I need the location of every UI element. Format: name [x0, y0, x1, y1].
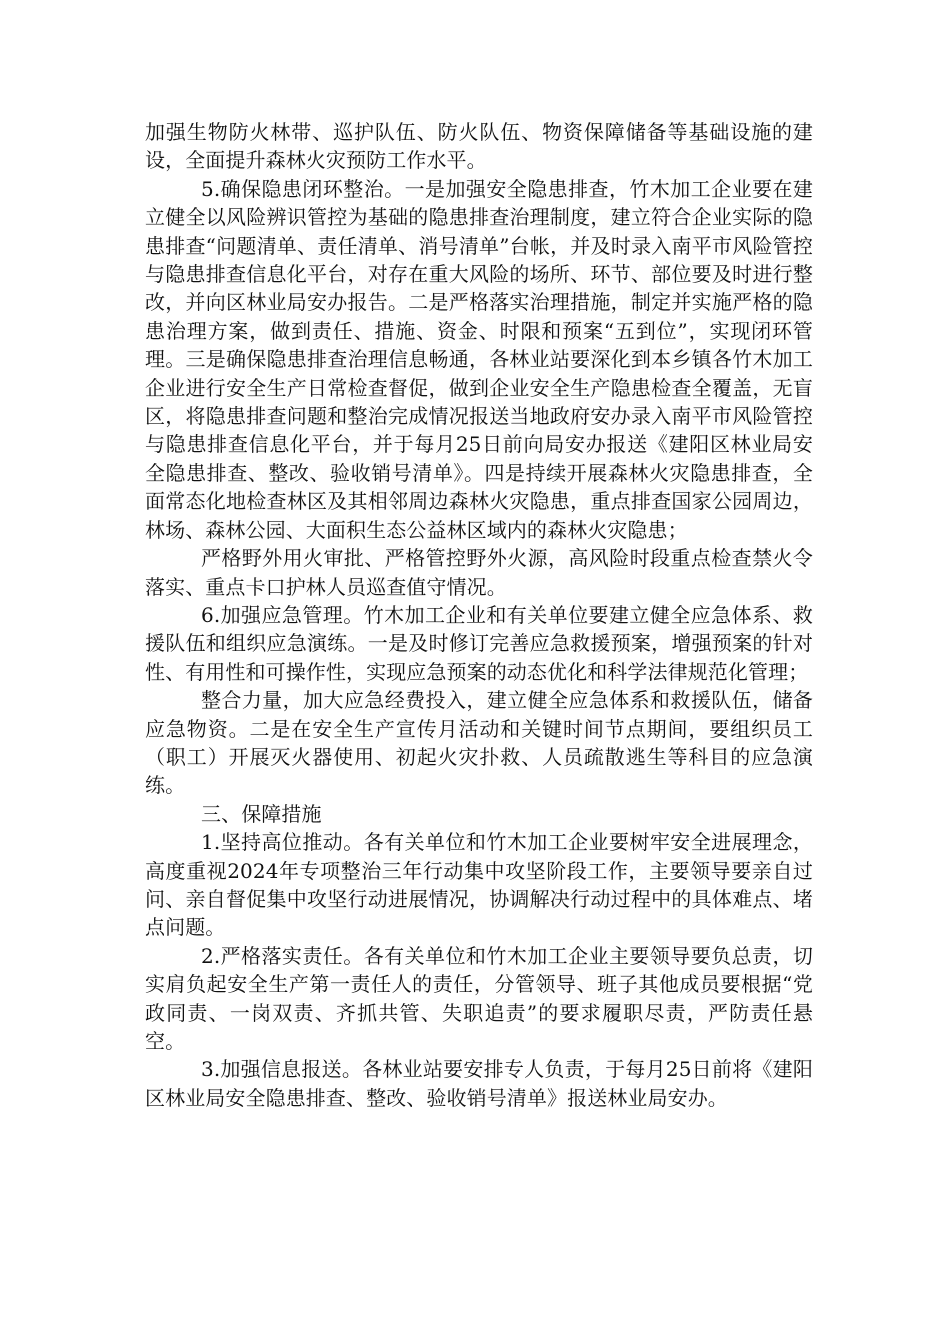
paragraph-safeguard-1: 1.坚持高位推动。各有关单位和竹木加工企业要树牢安全进展理念，高度重视2024年专项整治三年行动集中攻坚阶段工作，主要领导要亲自过问、亲自督促集中攻坚行动进展情况，协调解决行动过程中的具体难点、堵点问题。: [145, 830, 813, 940]
document-body: [145, 118, 813, 1112]
paragraph-item-5: 5.确保隐患闭环整治。一是加强安全隐患排查，竹木加工企业要在建立健全以风险辨识管控为基础的隐患排查治理制度，建立符合企业实际的隐患排查“问题清单、责任清单、消号清单”台帐，并及时录入南平市风险管控与隐患排查信息化平台，对存在重大风险的场所、环节、部位要及时进行整改，并向区林业局安办报告。二是严格落实治理措施，制定并实施严格的隐患治理方案，做到责任、措施、资金、时限和预案“五到位”，实现闭环管理。三是确保隐患排查治理信息畅通，各林业站要深化到本乡镇各竹木加工企业进行安全生产日常检查督促，做到企业安全生产隐患检查全覆盖，无盲区，将隐患排查问题和整治完成情况报送当地政府安办录入南平市风险管控与隐患排查信息化平台，并于每月25日前向局安办报送《建阳区林业局安全隐患排查、整改、验收销号清单》。四是持续开展森林火灾隐患排查，全面常态化地检查林区及其相邻周边森林火灾隐患，重点排查国家公园周边，林场、森林公园、大面积生态公益林区域内的森林火灾隐患；: [145, 176, 813, 542]
paragraph-item-6: 6.加强应急管理。竹木加工企业和有关单位要建立健全应急体系、救援队伍和组织应急演练。一是及时修订完善应急救援预案，增强预案的针对性、有用性和可操作性，实现应急预案的动态优化和科学法律规范化管理；: [145, 602, 813, 684]
paragraph-continuation: 加强生物防火林带、巡护队伍、防火队伍、物资保障储备等基础设施的建设，全面提升森林火灾预防工作水平。: [145, 120, 813, 173]
paragraph-safeguard-3: 3.加强信息报送。各林业站要安排专人负责，于每月25日前将《建阳区林业局安全隐患排查、整改、验收销号清单》报送林业局安办。: [145, 1057, 813, 1110]
section-heading-safeguards: 三、保障措施: [201, 801, 322, 826]
paragraph-emergency-resources: 整合力量，加大应急经费投入，建立健全应急体系和救援队伍，储备应急物资。二是在安全生产宣传月活动和关键时间节点期间，要组织员工（职工）开展灭火器使用、初起火灾扑救、人员疏散逃生等科目的应急演练。: [145, 688, 813, 798]
paragraph-fire-control: 严格野外用火审批、严格管控野外火源，高风险时段重点检查禁火令落实、重点卡口护林人员巡查值守情况。: [145, 546, 813, 599]
paragraph-safeguard-2: 2.严格落实责任。各有关单位和竹木加工企业主要领导要负总责，切实肩负起安全生产第一责任人的责任，分管领导、班子其他成员要根据“党政同责、一岗双责、齐抓共管、失职追责”的要求履职尽责，严防责任悬空。: [145, 943, 813, 1053]
